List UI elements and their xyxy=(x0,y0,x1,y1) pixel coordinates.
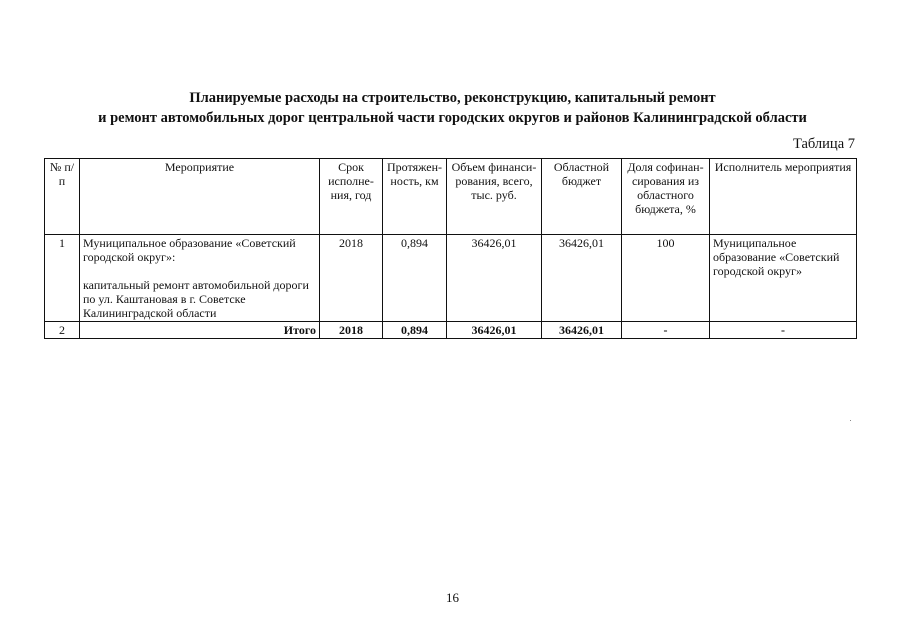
row-event-municipality: Муниципальное образование «Советский городской округ»: xyxy=(83,236,296,264)
expenses-table xyxy=(44,158,857,339)
row-year: 2018 xyxy=(320,235,383,322)
header-num: № п/п xyxy=(45,159,80,235)
total-regional: 36426,01 xyxy=(542,322,622,339)
title-line-1: Планируемые расходы на строительство, реконструкцию, капитальный ремонт xyxy=(189,90,716,106)
header-total-financing: Объем финанси- рования, всего, тыс. руб. xyxy=(447,159,542,235)
total-num: 2 xyxy=(45,322,80,339)
header-executor: Исполнитель мероприятия xyxy=(710,159,857,235)
row-executor: Муниципальное образование «Советский городской округ» xyxy=(710,235,857,322)
total-length: 0,894 xyxy=(383,322,447,339)
table-total-row xyxy=(45,322,857,339)
total-share: - xyxy=(622,322,710,339)
row-total: 36426,01 xyxy=(447,235,542,322)
row-share: 100 xyxy=(622,235,710,322)
header-year: Срок исполне- ния, год xyxy=(320,159,383,235)
page-number: 16 xyxy=(446,590,459,605)
table-label: Таблица 7 xyxy=(792,136,855,152)
total-total: 36426,01 xyxy=(447,322,542,339)
row-regional: 36426,01 xyxy=(542,235,622,322)
total-label: Итого xyxy=(80,322,320,339)
row-event xyxy=(80,235,320,322)
table-header-row xyxy=(45,159,857,235)
header-cofinancing-share: Доля софинан- сирования из областного бюджета, % xyxy=(622,159,710,235)
row-num: 1 xyxy=(45,235,80,322)
scan-speck xyxy=(850,420,851,421)
row-length: 0,894 xyxy=(383,235,447,322)
header-event: Мероприятие xyxy=(80,159,320,235)
header-regional-budget: Областной бюджет xyxy=(542,159,622,235)
total-executor: - xyxy=(710,322,857,339)
row-event-description: капитальный ремонт автомобильной дороги по ул. Каштановая в г. Советске Калининградской области xyxy=(83,278,309,320)
table-row xyxy=(45,235,857,322)
total-year: 2018 xyxy=(320,322,383,339)
title-line-2: и ремонт автомобильных дорог центральной части городских округов и районов Калининградской области xyxy=(98,110,807,126)
header-length: Протяжен- ность, км xyxy=(383,159,447,235)
document-title xyxy=(40,88,865,128)
